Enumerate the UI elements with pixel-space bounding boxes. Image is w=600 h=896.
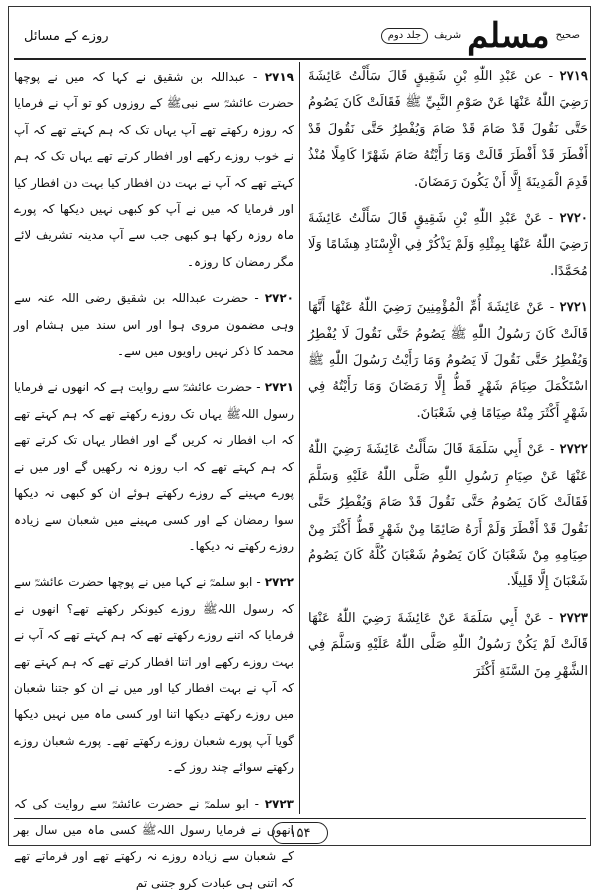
arabic-column (308, 64, 588, 814)
hadith-number: ٢٧١٩ (559, 69, 588, 84)
book-name: مسلم (467, 16, 550, 56)
arabic-hadith: ٢٧٢٣ - عَنْ أَبِي سَلَمَةَ عَنْ عَائِشَةَ رَضِيَ اللّٰهُ عَنْهَا قَالَتْ لَمْ يَكُنْ رَسُولُ اللّٰهِ صَلَّى اللّٰهُ عَلَيْهِ وَسَلَّمَ فِي الشَّهْرِ مِنَ السَّنَةِ أَكْثَرَ (308, 610, 589, 679)
translation-text: ابو سلمہؓ نے کہا میں نے پوچھا حضرت عائشہؓ سے کہ رسول اللہﷺ روزے کیونکر رکھتے تھے؟ انھوں نے فرمایا کہ اتنے روزے رکھتے تھے کہ ہم کہتے تھے کہ آپ نے بہت روزے رکھے اور اتنا افطار کرتے تھے کہ ہم کہتے تھے کہ آپ نے بہت افطار کیا اور میں نے ان کو جتنا شعبان میں روزے رکھتے دیکھا اتنا اور کسی ماہ میں نہیں دیکھا گویا آپ پورے شعبان روزے رکھتے تھے۔ پورے شعبان روزے رکھتے سوائے چند روز کے۔ (14, 575, 294, 775)
arabic-hadith: ٢٧١٩ - عن عَبْدِ اللّٰهِ بْنِ شَقِيقٍ قَالَ سَأَلْتُ عَائِشَةَ رَضِيَ اللّٰهُ عَنْهَا عَنْ صَوْمِ النَّبِيِّ ﷺ فَقَالَتْ كَانَ يَصُومُ حَتَّى نَقُولَ قَدْ صَامَ قَدْ صَامَ وَيُفْطِرُ حَتَّى نَقُولَ قَدْ أَفْطَرَ قَدْ أَفْطَرَ قَالَتْ وَمَا رَأَيْتُهُ صَامَ شَهْرًا كَامِلًا مُنْذُ قَدِمَ الْمَدِينَةَ إِلَّا أَنْ يَكُونَ رَمَضَانَ. (308, 69, 588, 190)
hadith-number: ٢٧٢٠ (559, 211, 588, 227)
urdu-translation: ۲۷۲۱ - حضرت عائشہؓ سے روایت ہے کہ انھوں نے فرمایا رسول اللہﷺ یہاں تک روزے رکھتے تھے کہ ہم کہتے تھے کہ اب افطار نہ کریں گے اور افطار یہاں تک کرتے تھے کہ ہم کہتے تھے کہ اب روزہ نہ رکھیں گے اور میں نے پورے مہینے کے روزے رکھتے ہوئے ان کو کبھی نہ دیکھا سوا رمضان کے اور کسی مہینے میں شعبان سے زیادہ روزے رکھتے نہ دیکھا۔ (14, 380, 294, 553)
hadith-text: عَنْ عَائِشَةَ أُمِّ الْمُؤْمِنِينَ رَضِيَ اللّٰهُ عَنْهَا أَنَّهَا قَالَتْ كَانَ رَسُولُ اللّٰهِ ﷺ يَصُومُ حَتَّى نَقُولَ لَا يُفْطِرُ وَيُفْطِرُ حَتَّى نَقُولَ لَا يَصُومُ وَمَا رَأَيْتُ رَسُولَ اللّٰهِ ﷺ اسْتَكْمَلَ صِيَامَ شَهْرٍ قَطُّ إِلَّا رَمَضَانَ وَمَا رَأَيْتُهُ فِي شَهْرٍ أَكْثَرَ مِنْهُ صِيَامًا فِي شَعْبَانَ. (308, 300, 588, 421)
urdu-translation: ۲۷۲۲ - ابو سلمہؓ نے کہا میں نے پوچھا حضرت عائشہؓ سے کہ رسول اللہﷺ روزے کیونکر رکھتے تھے؟ انھوں نے فرمایا کہ اتنے روزے رکھتے تھے کہ ہم کہتے تھے کہ آپ نے بہت روزے رکھے اور اتنا افطار کرتے تھے کہ ہم کہتے تھے کہ آپ نے بہت افطار کیا اور میں نے ان کو جتنا شعبان میں روزے رکھتے دیکھا اتنا اور کسی ماہ میں نہیں دیکھا گویا آپ پورے شعبان روزے رکھتے تھے۔ پورے شعبان روزے رکھتے سوائے چند روز کے۔ (14, 575, 294, 775)
book-prefix: صحيح (555, 30, 580, 41)
hadith-number: ٢٧٢٣ (559, 610, 589, 626)
hadith-number: ۲۷۲۱ (264, 380, 294, 395)
arabic-hadith: ٢٧٢١ - عَنْ عَائِشَةَ أُمِّ الْمُؤْمِنِينَ رَضِيَ اللّٰهُ عَنْهَا أَنَّهَا قَالَتْ كَانَ رَسُولُ اللّٰهِ ﷺ يَصُومُ حَتَّى نَقُولَ لَا يُفْطِرُ وَيُفْطِرُ حَتَّى نَقُولَ لَا يَصُومُ وَمَا رَأَيْتُ رَسُولَ اللّٰهِ ﷺ اسْتَكْمَلَ صِيَامَ شَهْرٍ قَطُّ إِلَّا رَمَضَانَ وَمَا رَأَيْتُهُ فِي شَهْرٍ أَكْثَرَ مِنْهُ صِيَامًا فِي شَعْبَانَ. (308, 300, 588, 421)
translation-text: عبداللہ بن شقیق نے کہا کہ میں نے پوچھا حضرت عائشہؓ سے نبیﷺ کے روزوں کو تو آپ نے فرمایا کہ روزہ رکھتے تھے آپ یہاں تک کہ ہم کہتے تھے کہ آپ نے خوب روزے رکھے اور افطار کرتے تھے یہاں تک کہ ہم کہتے تھے کہ آپ نے بہت دن افطار کیا بہت دن افطار کیا اور فرمایا کہ میں نے آپ کو کبھی نہیں دیکھا کہ پورے ماہ روزہ رکھا ہو کبھی جب سے آپ مدینہ تشریف لائے مگر رمضان کا روزہ۔ (14, 70, 294, 269)
hadith-number: ۲۷۱۹ (264, 70, 294, 84)
translation-text: حضرت عائشہؓ سے روایت ہے کہ انھوں نے فرمایا رسول اللہﷺ یہاں تک روزے رکھتے تھے کہ ہم کہتے تھے کہ اب افطار نہ کریں گے اور افطار یہاں تک کرتے تھے کہ ہم کہتے تھے کہ اب روزہ نہ رکھیں گے اور میں نے پورے مہینے کے روزے رکھتے ہوئے ان کو کبھی نہ دیکھا سوا رمضان کے اور کسی مہینے میں شعبان سے زیادہ روزے رکھتے نہ دیکھا۔ (14, 380, 294, 553)
translation-text: ابو سلمہؓ نے حضرت عائشہؓ سے روایت کی کہ انھوں نے فرمایا رسول اللہﷺ کسی ماہ میں سال بھر کے شعبان سے زیادہ روزے نہ رکھتے تھے اور فرماتے تھے کہ اتنی ہی عبادت کرو جتنی تم (14, 796, 294, 890)
footer-rule (14, 818, 586, 819)
urdu-translation: ۲۷۲۳ - ابو سلمہؓ نے حضرت عائشہؓ سے روایت کی کہ انھوں نے فرمایا رسول اللہﷺ کسی ماہ میں سال بھر کے شعبان سے زیادہ روزے نہ رکھتے تھے اور فرماتے تھے کہ اتنی ہی عبادت کرو جتنی تم (14, 796, 294, 890)
hadith-number: ٢٧٢١ (559, 300, 588, 316)
page-header (14, 14, 586, 60)
hadith-text: عَنْ أَبِي سَلَمَةَ قَالَ سَأَلْتُ عَائِشَةَ رَضِيَ اللّٰهُ عَنْهَا عَنْ صِيَامِ رَسُولِ اللّٰهِ صَلَّى اللّٰهُ عَلَيْهِ وَسَلَّمَ فَقَالَتْ كَانَ يَصُومُ حَتَّى نَقُولَ قَدْ صَامَ وَيُفْطِرُ حَتَّى نَقُولَ قَدْ أَفْطَرَ وَلَمْ أَرَهُ صَائِمًا مِنْ شَهْرٍ قَطُّ أَكْثَرَ مِنْ صِيَامِهِ مِنْ شَعْبَانَ كَانَ يَصُومُ شَعْبَانَ كُلَّهُ كَانَ يَصُومُ شَعْبَانَ إِلَّا قَلِيلًا. (308, 442, 588, 590)
hadith-number: ۲۷۲۰ (264, 291, 294, 306)
book-title (381, 16, 586, 56)
hadith-number: ۲۷۲۳ (264, 796, 294, 811)
urdu-translation: ۲۷۲۰ - حضرت عبداللہ بن شقیق رضی اللہ عنہ سے وہی مضمون مروی ہوا اور اس سند میں ہشام اور محمد کا ذکر نہیں راویوں میں سے۔ (14, 291, 294, 359)
hadith-number: ۲۷۲۲ (264, 575, 294, 590)
hadith-text: عَنْ عَبْدِ اللّٰهِ بْنِ شَقِيقٍ قَالَ سَأَلْتُ عَائِشَةَ رَضِيَ اللّٰهُ عَنْهَا بِمِثْلِهِ وَلَمْ يَذْكُرْ فِي الْإِسْنَادِ هِشَامًا وَلَا مُحَمَّدًا. (308, 211, 588, 279)
book-suffix: شريف (434, 30, 462, 41)
urdu-column (14, 64, 294, 890)
hadith-text: عن عَبْدِ اللّٰهِ بْنِ شَقِيقٍ قَالَ سَأَلْتُ عَائِشَةَ رَضِيَ اللّٰهُ عَنْهَا عَنْ صَوْمِ النَّبِيِّ ﷺ فَقَالَتْ كَانَ يَصُومُ حَتَّى نَقُولَ قَدْ صَامَ قَدْ صَامَ وَيُفْطِرُ حَتَّى نَقُولَ قَدْ أَفْطَرَ قَدْ أَفْطَرَ قَالَتْ وَمَا رَأَيْتُهُ صَامَ شَهْرًا كَامِلًا مُنْذُ قَدِمَ الْمَدِينَةَ إِلَّا أَنْ يَكُونَ رَمَضَانَ. (308, 69, 588, 190)
hadith-text: عَنْ أَبِي سَلَمَةَ عَنْ عَائِشَةَ رَضِيَ اللّٰهُ عَنْهَا قَالَتْ لَمْ يَكُنْ رَسُولُ اللّٰهِ صَلَّى اللّٰهُ عَلَيْهِ وَسَلَّمَ فِي الشَّهْرِ مِنَ السَّنَةِ أَكْثَرَ (308, 610, 588, 679)
translation-text: حضرت عبداللہ بن شقیق رضی اللہ عنہ سے وہی مضمون مروی ہوا اور اس سند میں ہشام اور محمد کا ذکر نہیں راویوں میں سے۔ (14, 291, 294, 359)
column-divider (299, 62, 300, 814)
page-number: ۱۵۴ (272, 822, 328, 844)
volume-badge: جلد دوم (381, 28, 428, 44)
chapter-title: روزے کے مسائل (24, 28, 109, 44)
hadith-number: ٢٧٢٢ (559, 442, 588, 458)
urdu-translation: ۲۷۱۹ - عبداللہ بن شقیق نے کہا کہ میں نے پوچھا حضرت عائشہؓ سے نبیﷺ کے روزوں کو تو آپ نے فرمایا کہ روزہ رکھتے تھے آپ یہاں تک کہ ہم کہتے تھے کہ آپ نے خوب روزے رکھے اور افطار کرتے تھے یہاں تک کہ ہم کہتے تھے کہ آپ نے بہت دن افطار کیا بہت دن افطار کیا اور فرمایا کہ میں نے آپ کو کبھی نہیں دیکھا کہ پورے ماہ روزہ رکھا ہو کبھی جب سے آپ مدینہ تشریف لائے مگر رمضان کا روزہ۔ (14, 70, 294, 269)
arabic-hadith: ٢٧٢٠ - عَنْ عَبْدِ اللّٰهِ بْنِ شَقِيقٍ قَالَ سَأَلْتُ عَائِشَةَ رَضِيَ اللّٰهُ عَنْهَا بِمِثْلِهِ وَلَمْ يَذْكُرْ فِي الْإِسْنَادِ هِشَامًا وَلَا مُحَمَّدًا. (308, 211, 588, 279)
arabic-hadith: ٢٧٢٢ - عَنْ أَبِي سَلَمَةَ قَالَ سَأَلْتُ عَائِشَةَ رَضِيَ اللّٰهُ عَنْهَا عَنْ صِيَامِ رَسُولِ اللّٰهِ صَلَّى اللّٰهُ عَلَيْهِ وَسَلَّمَ فَقَالَتْ كَانَ يَصُومُ حَتَّى نَقُولَ قَدْ صَامَ وَيُفْطِرُ حَتَّى نَقُولَ قَدْ أَفْطَرَ وَلَمْ أَرَهُ صَائِمًا مِنْ شَهْرٍ قَطُّ أَكْثَرَ مِنْ صِيَامِهِ مِنْ شَعْبَانَ كَانَ يَصُومُ شَعْبَانَ كُلَّهُ كَانَ يَصُومُ شَعْبَانَ إِلَّا قَلِيلًا. (308, 442, 588, 590)
